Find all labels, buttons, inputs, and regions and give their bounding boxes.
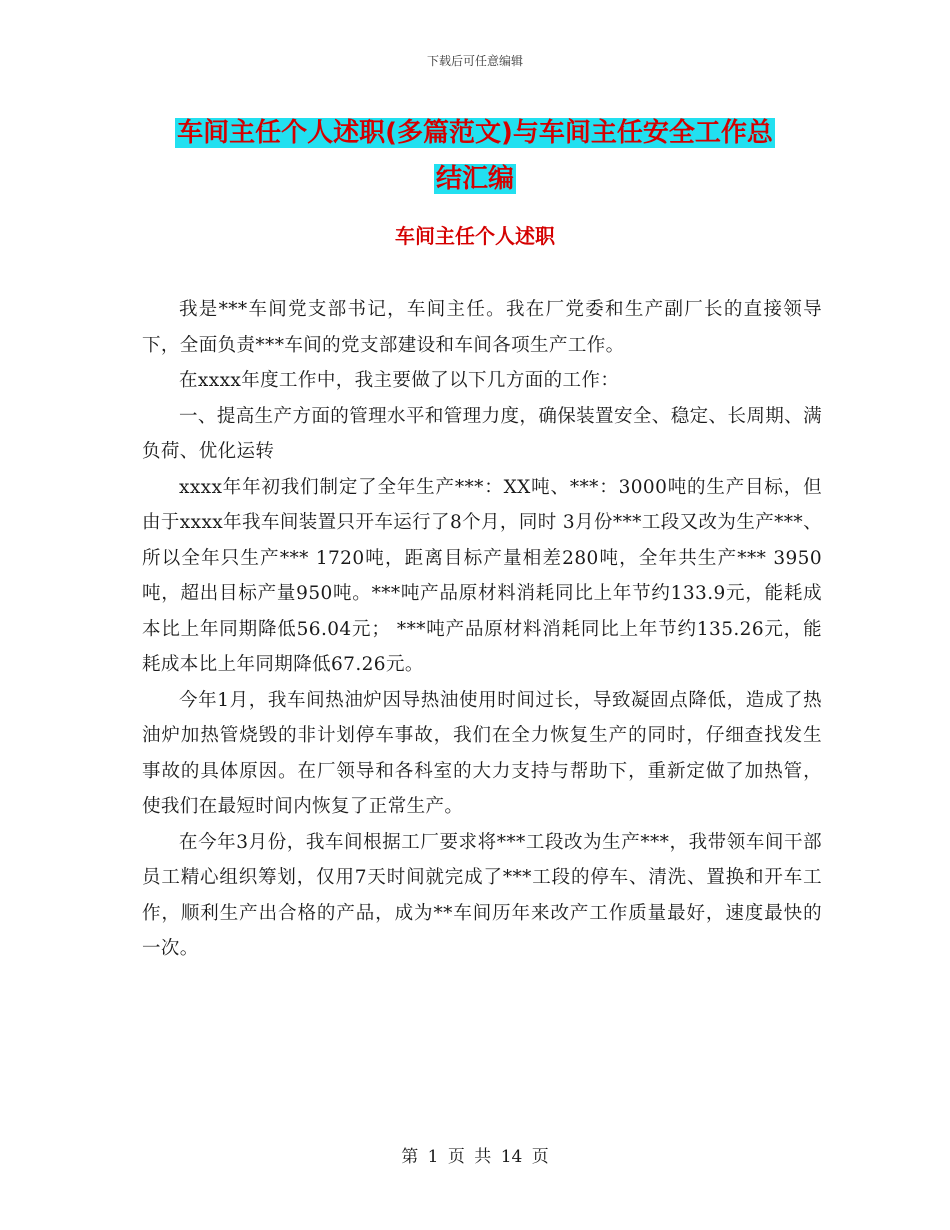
document-title — [0, 110, 950, 202]
document-title-line-2: 结汇编 — [435, 164, 514, 194]
section-title: 车间主任个人述职 — [395, 224, 555, 248]
paragraph: xxxx年年初我们制定了全年生产***：XX吨、***：3000吨的生产目标，但由于xxxx年我车间装置只开车运行了8个月，同时 3月份***工段又改为生产***、 所以全年只生产*** 1720吨，距离目标产量相差280吨，全年共生产*** 3950吨，超出目标产量950吨。***吨产品原材料消耗同比上年节约133.9元，能耗成本比上年同期降低56.04元； ***吨产品原材料消耗同比上年节约135.26元，能耗成本比上年同期降低67.26元。 — [142, 476, 822, 675]
page-footer: 第 1 页 共 14 页 — [401, 1147, 549, 1167]
paragraph: 我是***车间党支部书记，车间主任。我在厂党委和生产副厂长的直接领导下，全面负责***车间的党支部建设和车间各项生产工作。 — [142, 299, 822, 356]
document-title-line-1: 车间主任个人述职(多篇范文)与车间主任安全工作总 — [177, 118, 773, 148]
document-body — [142, 292, 822, 967]
paragraph: 在xxxx年度工作中，我主要做了以下几方面的工作： — [179, 370, 620, 391]
paragraph: 一、提高生产方面的管理水平和管理力度，确保装置安全、稳定、长周期、满负荷、优化运转 — [142, 405, 822, 462]
paragraph: 在今年3月份，我车间根据工厂要求将***工段改为生产***，我带领车间干部员工精心组织筹划，仅用7天时间就完成了***工段的停车、清洗、置换和开车工作，顺利生产出合格的产品，成为**车间历年来改产工作质量最好，速度最快的一次。 — [142, 831, 822, 959]
paragraph: 今年1月，我车间热油炉因导热油使用时间过长，导致凝固点降低，造成了热油炉加热管烧毁的非计划停车事故，我们在全力恢复生产的同时，仔细查找发生事故的具体原因。在厂领导和各科室的大力支持与帮助下，重新定做了加热管，使我们在最短时间内恢复了正常生产。 — [142, 689, 822, 817]
header-note: 下载后可任意编辑 — [426, 54, 523, 68]
